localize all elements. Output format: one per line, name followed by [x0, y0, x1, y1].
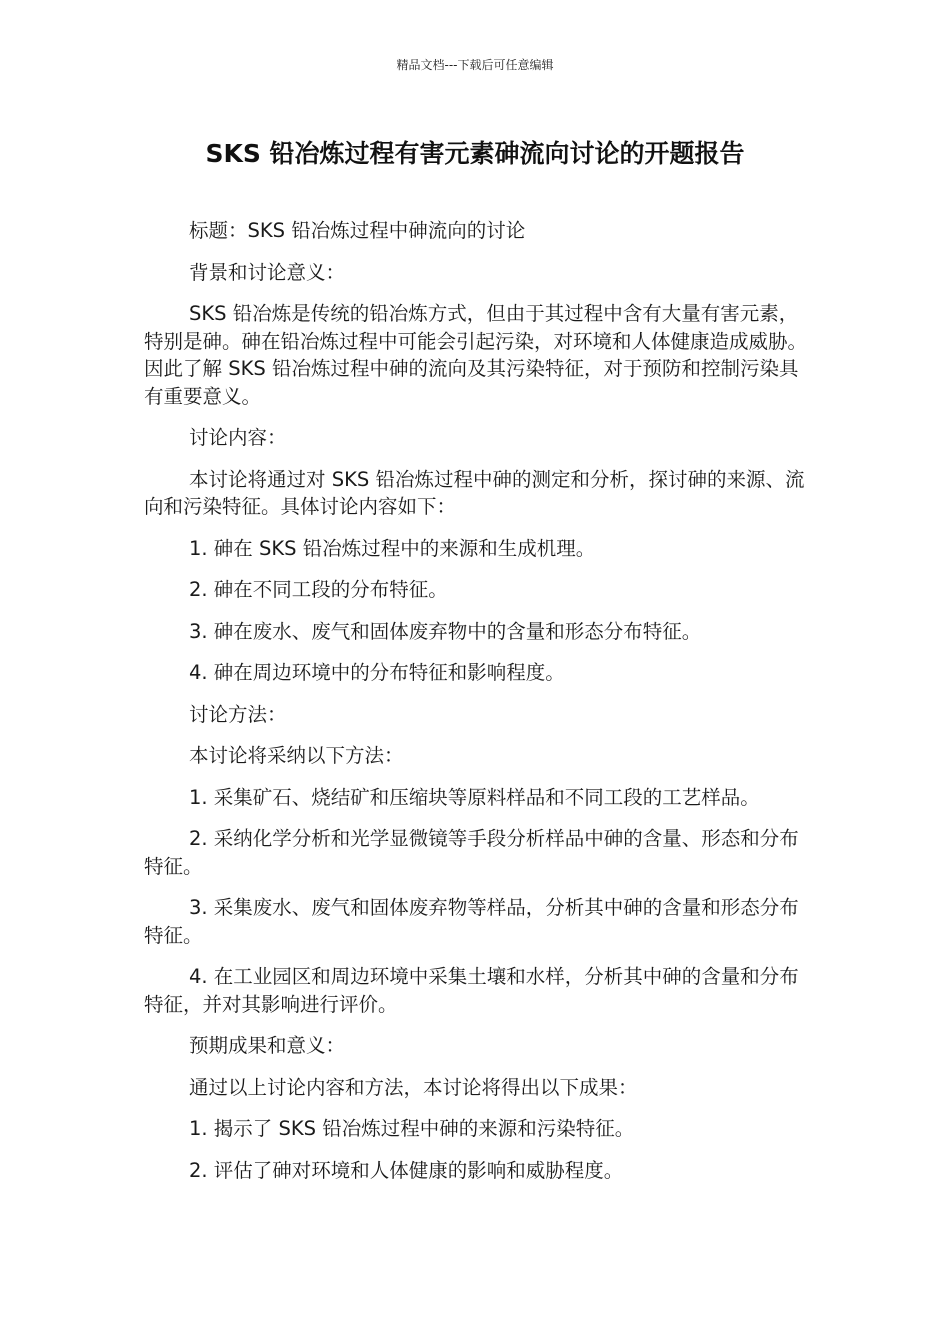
list-item: 3. 砷在废水、废气和固体废弃物中的含量和形态分布特征。 — [189, 619, 702, 643]
list-item: 1. 揭示了 SKS 铅冶炼过程中砷的来源和污染特征。 — [189, 1117, 635, 1140]
heading-outcomes: 预期成果和意义： — [189, 1034, 346, 1057]
paragraph-methods-intro: 本讨论将采纳以下方法： — [189, 744, 404, 767]
page-header: 精品文档---下载后可任意编辑 — [396, 58, 554, 72]
paragraph-topic: 标题：SKS 铅冶炼过程中砷流向的讨论 — [189, 219, 526, 242]
heading-content: 讨论内容： — [189, 426, 287, 449]
list-item: 3. 采集废水、废气和固体废弃物等样品，分析其中砷的含量和形态分布特征。 — [144, 896, 799, 947]
list-item: 4. 砷在周边环境中的分布特征和影响程度。 — [189, 661, 565, 684]
list-item: 2. 采纳化学分析和光学显微镜等手段分析样品中砷的含量、形态和分布特征。 — [144, 827, 799, 878]
list-item: 1. 砷在 SKS 铅冶炼过程中的来源和生成机理。 — [189, 536, 596, 560]
list-item: 2. 评估了砷对环境和人体健康的影响和威胁程度。 — [189, 1158, 624, 1182]
paragraph-background: SKS 铅冶炼是传统的铅冶炼方式，但由于其过程中含有大量有害元素，特别是砷。砷在铅冶炼过程中可能会引起污染，对环境和人体健康造成威胁。因此了解 SKS 铅冶炼过程中砷的流向及其污染特征，对于预防和控制污染具有重要意义。 — [144, 302, 808, 408]
document-title: SKS 铅冶炼过程有害元素砷流向讨论的开题报告 — [205, 139, 745, 168]
list-item: 4. 在工业园区和周边环境中采集土壤和水样，分析其中砷的含量和分布特征，并对其影响进行评价。 — [144, 965, 799, 1016]
paragraph-content-intro: 本讨论将通过对 SKS 铅冶炼过程中砷的测定和分析，探讨砷的来源、流向和污染特征。具体讨论内容如下： — [144, 467, 805, 518]
paragraph-outcomes-intro: 通过以上讨论内容和方法，本讨论将得出以下成果： — [189, 1075, 638, 1099]
list-item: 1. 采集矿石、烧结矿和压缩块等原料样品和不同工段的工艺样品。 — [189, 785, 760, 809]
heading-methods: 讨论方法： — [189, 702, 287, 726]
document-body — [144, 217, 814, 1198]
heading-background: 背景和讨论意义： — [189, 260, 346, 284]
list-item: 2. 砷在不同工段的分布特征。 — [189, 578, 448, 601]
